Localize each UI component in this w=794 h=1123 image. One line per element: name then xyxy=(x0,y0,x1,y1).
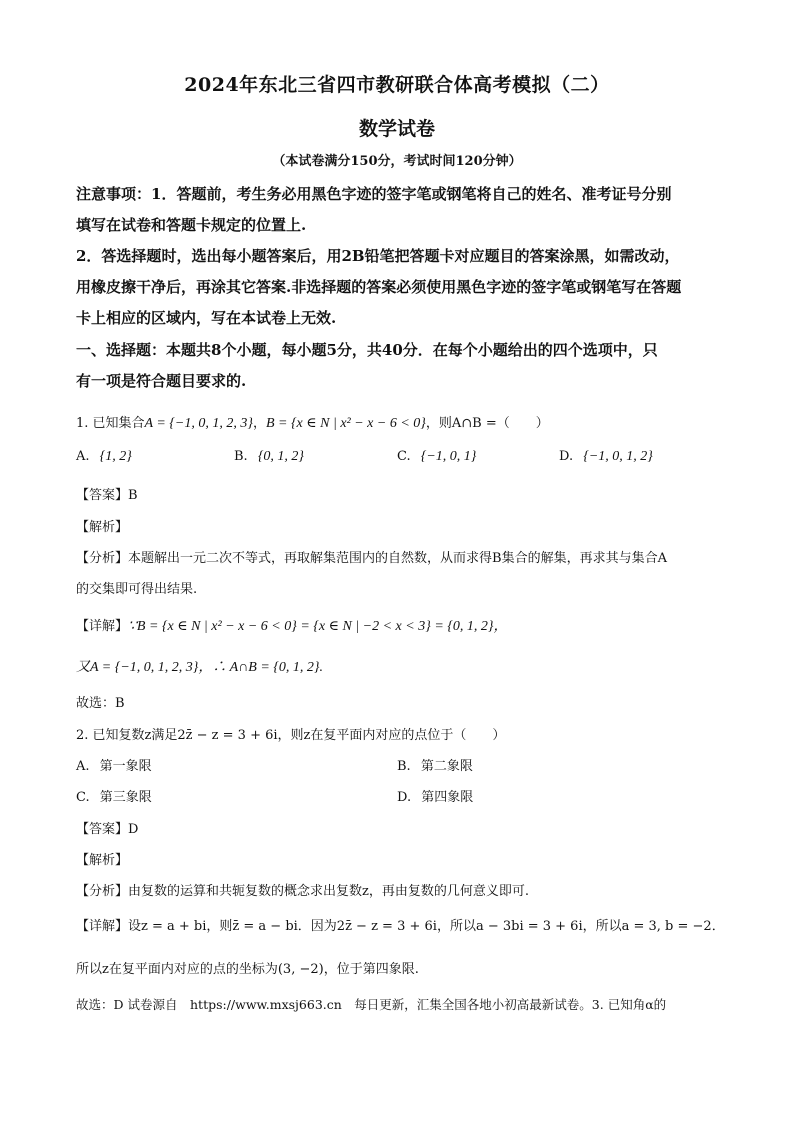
q1-option-a-value: {1, 2} xyxy=(99,449,132,464)
q1-fenxi-text-1: 本题解出一元二次不等式，再取解集范围内的自然数，从而求得B集合的解集，再求其与集合A xyxy=(128,551,667,566)
q1-option-d-label: D. xyxy=(559,449,574,464)
q1-detail-text-2: 又A = {−1, 0, 1, 2, 3}，∴ A∩B = {0, 1, 2}. xyxy=(76,660,323,675)
exam-title: 2024年东北三省四市教研联合体高考模拟（二） xyxy=(184,74,610,96)
q2-answer-tag: 【答案】 xyxy=(76,822,129,837)
q2-detail-line-1 xyxy=(76,915,725,934)
notice-line-5: 卡上相应的区域内，写在本试卷上无效. xyxy=(76,309,337,327)
notice-line-1: 注意事项：1．答题前，考生务必用黑色字迹的签字笔或钢笔将自己的姓名、准考证号分别 xyxy=(76,185,672,203)
q2-option-d xyxy=(397,786,473,805)
q1-fenxi-tag: 【分析】 xyxy=(76,551,129,566)
q2-option-a xyxy=(76,755,152,774)
q2-answer-value: D xyxy=(128,822,139,837)
notice-line-4: 用橡皮擦干净后，再涂其它答案.非选择题的答案必须使用黑色字迹的签字笔或钢笔写在答题 xyxy=(76,278,682,296)
q2-fenxi xyxy=(76,880,529,899)
q1-set-a: A = {−1, 0, 1, 2, 3} xyxy=(144,416,253,431)
q2-option-d-value: 第四象限 xyxy=(421,790,474,805)
q2-option-b-value: 第二象限 xyxy=(420,759,473,774)
q1-sep: ， xyxy=(252,416,266,431)
q1-detail-line-1 xyxy=(76,615,507,635)
q1-option-d-value: {−1, 0, 1, 2} xyxy=(583,449,653,464)
q2-choose-line: 故选：D 试卷源自 https://www.mxsj663.cn 每日更新，汇集全国各地小初高最新试卷。3. 已知角α的 xyxy=(76,997,667,1012)
q1-option-a xyxy=(76,449,132,465)
q2-answer xyxy=(76,818,138,837)
exam-note: （本试卷满分150分，考试时间120分钟） xyxy=(272,154,522,169)
q1-detail-line-2 xyxy=(76,656,323,676)
q2-fenxi-tag: 【分析】 xyxy=(76,884,129,899)
section-heading-line-1: 一、选择题：本题共8个小题，每小题5分，共40分．在每个小题给出的四个选项中，只 xyxy=(76,341,658,359)
q1-detail-tag: 【详解】 xyxy=(76,619,129,634)
q1-detail-text-1: ∵B = {x ∈ N | x² − x − 6 < 0} = {x ∈ N | −2 < x < 3} = {0, 1, 2}， xyxy=(128,619,508,634)
section-heading-line-2: 有一项是符合题目要求的. xyxy=(76,372,247,390)
q2-option-c xyxy=(76,786,152,805)
q2-analysis-tag: 【解析】 xyxy=(76,853,129,868)
q1-option-b xyxy=(234,449,304,465)
q1-option-c-value: {−1, 0, 1} xyxy=(420,449,477,464)
q1-choose: 故选：B xyxy=(76,696,125,711)
q1-option-c-label: C. xyxy=(397,449,411,464)
q1-fenxi-line-2: 的交集即可得出结果. xyxy=(76,582,198,597)
q2-option-a-value: 第一象限 xyxy=(99,759,152,774)
q2-detail-line-2: 所以z在复平面内对应的点的坐标为(3, −2)，位于第四象限. xyxy=(76,962,419,977)
notice-line-3: 2．答选择题时，选出每小题答案后，用2B铅笔把答题卡对应题目的答案涂黑，如需改动， xyxy=(76,247,680,265)
q1-stem-prefix: 1. 已知集合 xyxy=(76,416,145,431)
q1-option-b-value: {0, 1, 2} xyxy=(257,449,305,464)
q2-option-b xyxy=(397,755,473,774)
q1-set-b: B = {x ∈ N | x² − x − 6 < 0} xyxy=(265,416,426,431)
exam-subject: 数学试卷 xyxy=(358,118,435,140)
q1-stem-suffix: ，则A∩B =（ ） xyxy=(425,416,549,431)
q2-option-c-label: C. xyxy=(76,790,90,805)
q2-option-a-label: A. xyxy=(76,759,90,774)
q2-stem: 2. 已知复数z满足2z̄ − z = 3 + 6i，则z在复平面内对应的点位于（ ） xyxy=(76,728,506,743)
q1-analysis-tag: 【解析】 xyxy=(76,520,129,535)
q1-fenxi-line-1 xyxy=(76,547,667,566)
q1-option-b-label: B. xyxy=(234,449,248,464)
q1-option-c xyxy=(397,449,476,465)
q1-option-d xyxy=(559,449,653,465)
q2-detail-text-1: 设z = a + bi，则z̄ = a − bi．因为2z̄ − z = 3 + 6i，所以a − 3bi = 3 + 6i，所以a = 3, b = −2． xyxy=(128,919,725,934)
q1-stem xyxy=(76,412,549,432)
notice-line-2: 填写在试卷和答题卡规定的位置上. xyxy=(76,216,307,234)
q2-option-d-label: D. xyxy=(397,790,412,805)
q2-fenxi-text: 由复数的运算和共轭复数的概念求出复数z，再由复数的几何意义即可. xyxy=(128,884,529,899)
q1-answer-value: B xyxy=(128,488,138,503)
q2-option-c-value: 第三象限 xyxy=(99,790,152,805)
q2-detail-tag: 【详解】 xyxy=(76,919,129,934)
q1-answer xyxy=(76,484,138,503)
q1-option-a-label: A. xyxy=(76,449,90,464)
q1-answer-tag: 【答案】 xyxy=(76,488,129,503)
q2-option-b-label: B. xyxy=(397,759,411,774)
